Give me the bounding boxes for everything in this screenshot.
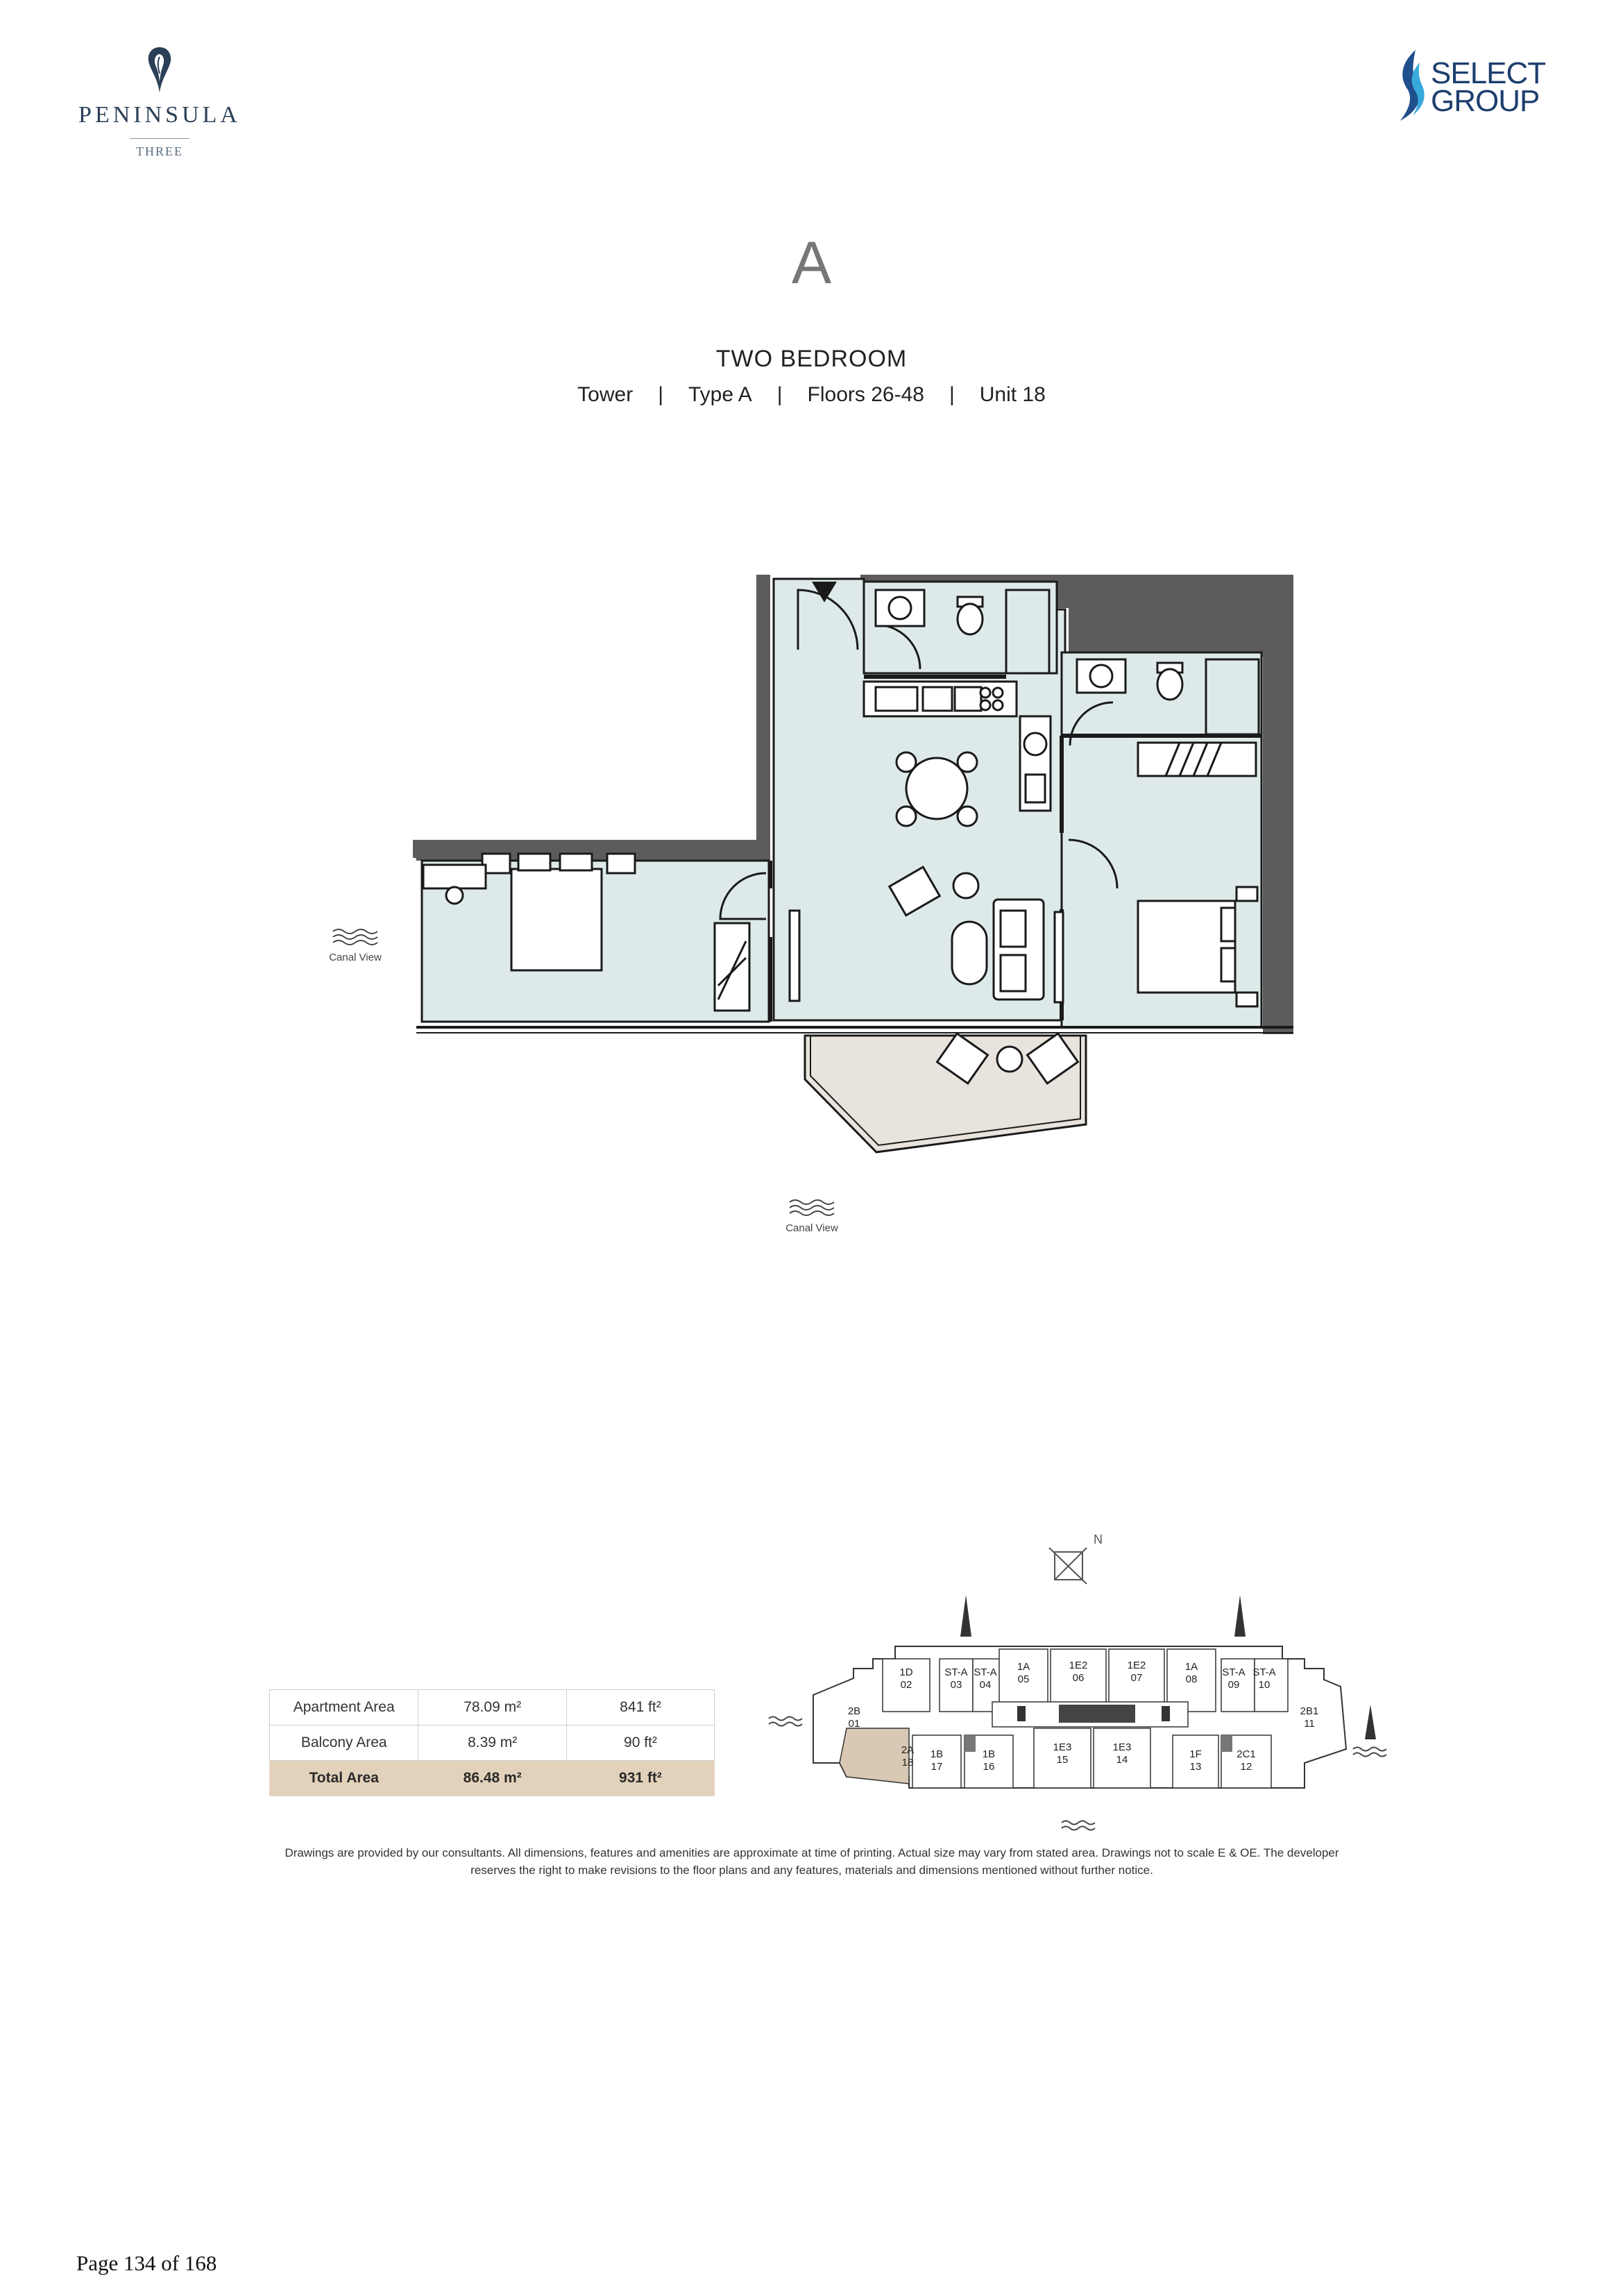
- unit-number-label: 01: [848, 1718, 860, 1730]
- compass-north-icon: [1049, 1533, 1103, 1584]
- area-label: Balcony Area: [270, 1725, 418, 1761]
- brand-subtitle: THREE: [136, 144, 183, 158]
- unit-number-label: 03: [950, 1679, 962, 1691]
- unit-type-label: 1B: [930, 1748, 944, 1760]
- tower-key-plan: [756, 1527, 1409, 1846]
- dining-table: [897, 752, 977, 826]
- unit-number-label: 08: [1185, 1673, 1198, 1685]
- waves-icon: [790, 1200, 834, 1215]
- area-sqm: 86.48 m²: [418, 1761, 566, 1796]
- unit-number-label: 04: [979, 1679, 992, 1691]
- canal-view-label: Canal View: [329, 952, 382, 963]
- unit-type-label: 1E2: [1127, 1660, 1146, 1671]
- meta-separator: |: [658, 383, 663, 406]
- area-table: [269, 1689, 715, 1796]
- unit-meta-line: [0, 383, 1623, 407]
- unit-type-label: 2B1: [1300, 1705, 1319, 1717]
- page-number: Page 134 of 168: [76, 2251, 217, 2275]
- unit-number-label: 07: [1130, 1672, 1143, 1684]
- meta-unit: Unit 18: [979, 383, 1046, 406]
- select-group-word-2: GROUP: [1431, 84, 1540, 118]
- disclaimer: [229, 1844, 1395, 1879]
- disclaimer-line: Drawings are provided by our consultants. All dimensions, features and amenities are approximate at time of printing. Actual size may vary from stated area. Drawings not to scale E & OE. The developer: [284, 1846, 1339, 1859]
- area-label: Apartment Area: [270, 1690, 418, 1725]
- unit-number-label: 02: [900, 1679, 912, 1691]
- meta-floors: Floors 26-48: [807, 383, 924, 406]
- unit-number-label: 11: [1304, 1718, 1315, 1730]
- unit-type-label: 2A: [901, 1744, 915, 1756]
- unit-number-label: 10: [1258, 1679, 1271, 1691]
- bedroom-type-title: TWO BEDROOM: [715, 346, 908, 372]
- unit-number-label: 13: [1189, 1761, 1202, 1773]
- canal-view-label: Canal View: [785, 1222, 838, 1234]
- unit-number-label: 15: [1056, 1754, 1069, 1766]
- meta-separator: |: [776, 383, 783, 406]
- waves-icon: [333, 929, 377, 945]
- unit-number-label: 09: [1227, 1679, 1240, 1691]
- disclaimer-line: reserves the right to make revisions to the floor plans and any features, materials and dimensions mentioned without further notice.: [470, 1864, 1153, 1877]
- unit-type-label: 1E2: [1069, 1660, 1088, 1671]
- unit-type-label: 1E3: [1112, 1741, 1132, 1753]
- peninsula-logo: [76, 46, 243, 164]
- area-sqft: 841 ft²: [566, 1690, 714, 1725]
- unit-type-label: 1F: [1189, 1748, 1202, 1760]
- unit-type-label: ST-A: [974, 1666, 997, 1678]
- unit-number-label: 06: [1072, 1672, 1085, 1684]
- unit-number-label: 16: [983, 1761, 995, 1773]
- area-label: Total Area: [270, 1761, 418, 1796]
- unit-type-label: 1E3: [1053, 1741, 1072, 1753]
- unit-number-label: 14: [1116, 1754, 1128, 1766]
- compass-label: N: [1094, 1533, 1103, 1546]
- unit-type-label: 1B: [982, 1748, 996, 1760]
- meta-separator: |: [949, 383, 955, 406]
- unit-type-label: ST-A: [944, 1666, 968, 1678]
- unit-type-label: 1A: [1184, 1661, 1198, 1673]
- unit-type-label: ST-A: [1252, 1666, 1276, 1678]
- brand-name: PENINSULA: [78, 102, 241, 128]
- canal-view-bottom: [785, 1200, 838, 1234]
- unit-number-label: 05: [1017, 1673, 1030, 1685]
- unit-number-label: 12: [1240, 1761, 1252, 1773]
- unit-18-highlight: [840, 1728, 909, 1784]
- meta-building: Tower: [577, 383, 634, 406]
- unit-number-label: 18: [901, 1757, 914, 1769]
- select-group-flame-icon: [1395, 49, 1429, 125]
- table-row: [270, 1690, 715, 1725]
- select-group-logo: [1388, 49, 1561, 125]
- table-row: [270, 1725, 715, 1761]
- unit-number-label: 17: [931, 1761, 943, 1773]
- area-sqm: 8.39 m²: [418, 1725, 566, 1761]
- unit-type-label: 1A: [1017, 1661, 1030, 1673]
- area-sqft: 90 ft²: [566, 1725, 714, 1761]
- unit-type-label: ST-A: [1222, 1666, 1246, 1678]
- select-group-word-1: SELECT: [1431, 56, 1546, 90]
- unit-type-label: 2C1: [1237, 1748, 1256, 1760]
- area-sqft: 931 ft²: [566, 1761, 714, 1796]
- table-row-total: [270, 1761, 715, 1796]
- unit-type-letter: A: [791, 230, 832, 296]
- peninsula-pin-icon: [142, 46, 177, 94]
- meta-type: Type A: [688, 383, 752, 406]
- unit-type-label: 2B: [847, 1705, 861, 1717]
- brand-divider: [130, 138, 189, 139]
- balcony: [805, 1033, 1086, 1152]
- floor-plan: [0, 541, 1623, 1277]
- canal-view-left: [329, 929, 382, 963]
- area-sqm: 78.09 m²: [418, 1690, 566, 1725]
- unit-type-label: 1D: [899, 1666, 913, 1678]
